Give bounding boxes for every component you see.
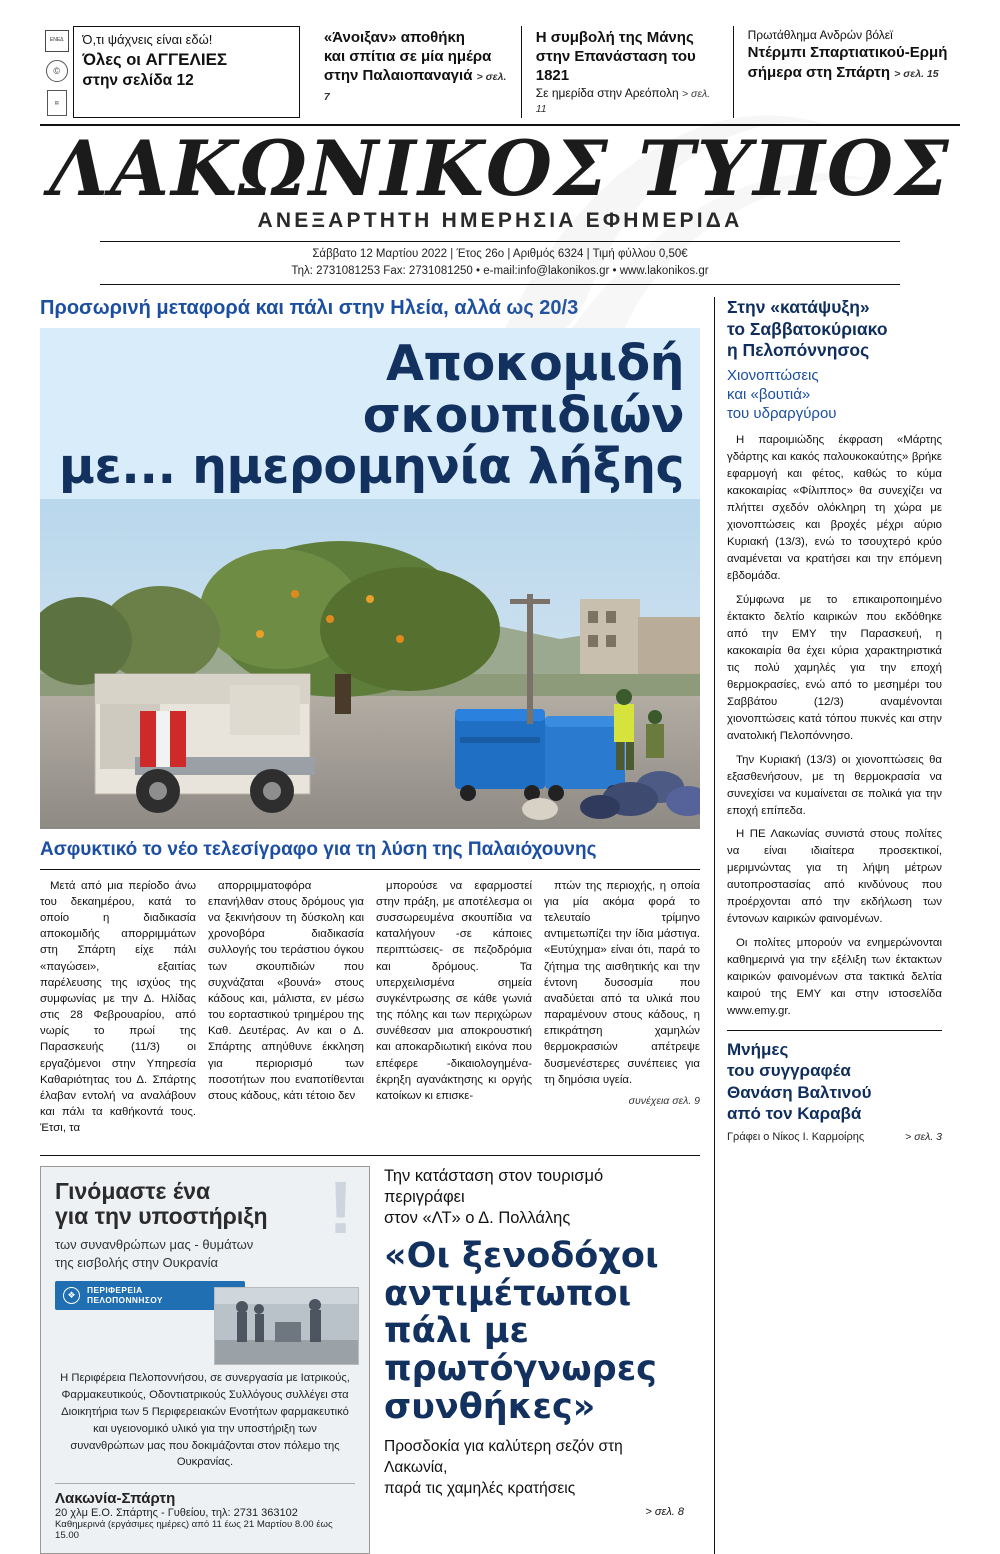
teaser-3-line-1: Η συμβολή της Μάνης [535, 29, 694, 46]
ad-subtitle-line-1: των συνανθρώπων μας - θυμάτων [55, 1237, 254, 1253]
body-paragraph: απορριμματοφόρα επανήλθαν στους δρόμους για να ξεκινήσουν τη δύσκολη και χρονοβόρα διαδικασία συλλογής του τεράστιου όγκου των σκουπιδιών που συχνάζαται «βουνά» στους κάδους και, μάλιστα, εν μέσω του εορταστικού τριημέρου της Καθ. Δευτέρας. Αν και ο Δ. Σπάρτης απηύθυνε έκκληση για περιορισμό των ποσοτήτων που εναποτίθενται στους κάδους, κάτι τέτοιο δεν [208, 879, 364, 1102]
weather-title-line-2: το Σαββατοκύριακο [727, 318, 888, 339]
weather-paragraph: Οι πολίτες μπορούν να ενημερώνονται καθημερινά για την εξέλιξη των έκτακτων καιρικών φαινομένων στα τακτικά δελτία καιρού της ΕΜΥ και στην ιστοσελίδα www.emy.gr. [727, 936, 942, 1018]
main-headline-line-1: Αποκομιδή σκουπιδιών [362, 335, 684, 444]
teaser-3-line-3: Σε ημερίδα στην Αρεόπολη > σελ. 11 [535, 85, 711, 115]
body-col-1 [40, 878, 196, 1143]
footer-story-title-line-4: από τον Καραβά [727, 1103, 862, 1123]
ad-body-text: Η Περιφέρεια Πελοποννήσου, σε συνεργασία με Ιατρικούς, Φαρμακευτικούς, Οδοντιατρικούς Συλλόγους συλλέγει στα Διοικητήρια των 5 Περιφερειακών Ενοτήτων φαρμακευτικό και υγειονομικό υλικό για την υποστήριξη των συνανθρώπων μας που δοκιμάζονται στον πόλεμο της Ουκρανίας. [60, 1372, 350, 1469]
teaser-1-line-2: Όλες οι ΑΓΓΕΛΙΕΣ [82, 49, 228, 69]
main-photo [40, 499, 700, 829]
ad-footer-title: Λακωνία-Σπάρτη [55, 1490, 176, 1508]
body-paragraph: πτών της περιοχής, η οποία για μία ακόμα φορά το τελευταίο τρίμηνο αντιμετωπίζει την ίδια μάστιγα. «Ευτύχημα» είναι ότι, παρά το ζήτημα της αισθητικής και την έντονη δυσοσμία που αναδύεται από τα υλικά που παραμένουν στους κάδους, η επικράτηση χαμηλών θερμοκρασιών απέτρεψε δυσμενέστερες συνέπειες για τη δημόσια υγεία. [544, 879, 700, 1086]
footer-story-title-line-3: Θανάση Βαλτινού [727, 1082, 872, 1102]
weather-paragraph: Την Κυριακή (13/3) οι χιονοπτώσεις θα εξασθενήσουν, με τη θερμοκρασία να συνεχίσει να κυμαίνεται σε πολικά για την εποχή επίπεδα. [727, 753, 942, 817]
secondary-headline: «Οι ξενοδόχοι αντιμέτωποι πάλι με πρωτόγνωρες συνθήκες» [384, 1235, 659, 1428]
exclamation-icon: ! [328, 1165, 353, 1249]
garbage-truck [95, 674, 315, 813]
newspaper-title: ΛΑΚΩΝΙΚΟΣ ΤΥΠΟΣ [49, 124, 951, 214]
teaser-2-line-1: «Άνοιξαν» αποθήκη [323, 29, 465, 46]
weather-body [727, 432, 942, 1021]
lower-section [40, 1155, 700, 1554]
left-column [40, 297, 700, 1554]
footer-story-title-line-2: του συγγραφέα [727, 1061, 851, 1081]
continue-note: συνέχεια σελ. 9 [628, 1095, 700, 1107]
issue-contact-line: Τηλ: 2731081253 Fax: 2731081250 • e-mail:info@lakonikos.gr • www.lakonikos.gr [291, 264, 709, 277]
main-subhead: Ασφυκτικό το νέο τελεσίγραφο για τη λύση της Παλαιόχουνης [40, 838, 597, 860]
main-headline [56, 335, 684, 496]
region-logo-text: ΠΕΡΙΦΕΡΕΙΑ ΠΕΛΟΠΟΝΝΗΣΟΥ [87, 1285, 163, 1305]
badge-barcode-icon: ▤ [47, 90, 67, 116]
main-headline-block [40, 328, 700, 498]
main-photo-illustration [40, 499, 700, 829]
ad-footer [55, 1483, 355, 1541]
issue-info [40, 246, 960, 279]
teaser-classifieds[interactable] [73, 26, 299, 118]
ad-title-line-1: Γινόμαστε ένα [55, 1177, 211, 1204]
subhead-divider [40, 869, 700, 870]
ad-title-line-2: για την υποστήριξη [55, 1203, 268, 1230]
teaser-3-line-2: στην Επανάσταση του 1821 [535, 48, 696, 85]
ad-photo [214, 1287, 359, 1365]
badge-euro-icon: ΕΝΕΔ [45, 30, 69, 52]
teaser-4-line-3: σήμερα στη Σπάρτη > σελ. 15 [747, 63, 939, 81]
weather-paragraph: Η ΠΕ Λακωνίας συνιστά στους πολίτες να είναι ιδιαίτερα προσεκτικοί, μεριμνώντας για τη λήψη μέτρων αυτοπροστασίας από κινδύνους που προέρχονται από την εκδήλωση των έντονων καιρικών φαινομένων. [727, 827, 942, 926]
ad-footer-address: 20 χλμ Ε.Ο. Σπάρτης - Γυθείου, τηλ: 2731 363102 [55, 1507, 298, 1520]
weather-title-line-3: η Πελοπόννησος [727, 339, 870, 360]
press-badges [40, 26, 73, 118]
secondary-page-ref: > σελ. 8 [645, 1505, 684, 1518]
secondary-sub-line-1: Προσδοκία για καλύτερη σεζόν στη Λακωνία, [384, 1437, 623, 1476]
weather-sub-line-1: Χιονοπτώσεις [727, 367, 819, 385]
teaser-2-line-3: στην Παλαιοπαναγιά > σελ. 7 [323, 67, 507, 103]
recycling-bins [455, 709, 625, 801]
masthead [40, 124, 960, 285]
issue-date-line: Σάββατο 12 Μαρτίου 2022 | Έτος 26ο | Αριθμός 6324 | Τιμή φύλλου 0,50€ [312, 247, 688, 260]
page-content [40, 297, 960, 1554]
main-headline-line-2: με... ημερομηνία λήξης [58, 438, 684, 496]
teaser-mani[interactable] [522, 26, 734, 118]
weather-paragraph: Η παροιμιώδης έκφραση «Μάρτης γδάρτης και κακός παλουκοκαύτης» βρήκε εφαρμογή και φέτος, καθώς το κύμα κακοκαιρίας «Φίλιππος» θα συνεχίζει να πλήττει σχεδόν ολόκληρη τη χώρα με χιονοπτώσεις και βροχές μέχρι αύριο Κυριακή (13/3), ενώ το τσουχτερό κρύο αναμένεται να κρατήσει και την επόμενη εβδομάδα. [727, 433, 942, 583]
region-emblem-icon: ❖ [63, 1287, 80, 1304]
main-story-body [40, 878, 700, 1143]
teaser-volley[interactable] [734, 26, 960, 118]
secondary-story[interactable] [384, 1166, 684, 1554]
masthead-divider-top [100, 241, 900, 242]
footer-story-title-line-1: Μνήμες [727, 1040, 789, 1060]
secondary-sub-line-2: παρά τις χαμηλές κρατήσεις [384, 1479, 576, 1497]
body-col-4 [544, 878, 700, 1143]
teaser-1-line-1: Ό,τι ψάχνεις είναι εδώ! [82, 32, 213, 47]
weather-sub-line-2: και «βουτιά» [727, 386, 811, 404]
footer-story-page-ref: > σελ. 3 [905, 1131, 942, 1144]
secondary-kicker-line-2: στον «ΛΤ» ο Δ. Πολλάλης [384, 1209, 571, 1228]
teaser-warehouse[interactable] [310, 26, 522, 118]
right-column-footer-story[interactable] [727, 1030, 942, 1143]
body-col-2 [208, 878, 364, 1143]
advertisement-region-peloponnese[interactable] [40, 1166, 370, 1554]
badge-c-icon: © [46, 60, 68, 82]
teaser-1-line-3: στην σελίδα 12 [82, 71, 194, 89]
body-paragraph: μπορούσε να εφαρμοστεί στην πράξη, με αποτέλεσμα οι συσσωρευμένα σκουπίδια να καταλήγουν -σε κάποιες περιπτώσεις- σε πεζοδρόμια και δρόμους. Τα υπερχειλισμένα σημεία συγκέντρωσης σε κάθε γωνιά της πόλης και των περιχώρων συνέθεσαν μια αποκρουστική και αποκαρδιωτική εικόνα που επέφερε -δικαιολογημένα- έκρηξη αγανάκτησης κι οργής κατοίκων κι επισκε- [376, 879, 532, 1102]
newspaper-subtitle: ΑΝΕΞΑΡΤΗΤΗ ΗΜΕΡΗΣΙΑ ΕΦΗΜΕΡΙΔΑ [257, 208, 743, 232]
masthead-divider-bottom [100, 284, 900, 285]
teaser-4-line-2: Ντέρμπι Σπαρτιατικού-Ερμή [747, 44, 948, 62]
weather-title-line-1: Στην «κατάψυξη» [727, 297, 870, 318]
footer-story-byline: > σελ. 3 Γράφει ο Νίκος Ι. Καρμοίρης [727, 1131, 942, 1144]
teaser-4-line-1: Πρωτάθλημα Ανδρών βόλεϊ [747, 28, 893, 42]
body-col-3 [376, 878, 532, 1143]
weather-paragraph: Σύμφωνα με το επικαιροποιημένο έκτακτο δελτίο καιρικών που εκδόθηκε από την ΕΜΥ την Παρασκευή, η κακοκαιρία θα έχει κύρια χαρακτηριστικά τις πολύ χαμηλές για την εποχή θερμοκρασίες, ενώ από το μεσημέρι του Σαββάτου (12/3) αναμένονται χιονοπτώσεις κατά τόπου πυκνές και στην ανατολική Πελοπόννησο. [727, 593, 942, 743]
teaser-2-line-2: και σπίτια σε μία ημέρα [323, 48, 492, 66]
right-column [714, 297, 942, 1554]
weather-sub-line-3: του υδραργύρου [727, 404, 837, 422]
main-story-kicker: Προσωρινή μεταφορά και πάλι στην Ηλεία, αλλά ως 20/3 [40, 297, 579, 320]
top-teaser-strip [40, 26, 960, 126]
secondary-kicker-line-1: Την κατάσταση στον τουρισμό περιγράφει [384, 1166, 604, 1206]
body-paragraph: Μετά από μια περίοδο άνω του δεκαημέρου, κατά το οποίο η διαδικασία αποκομιδής απορριμμάτων στη Σπάρτη είχε πάλι «παγώσει», εξαιτίας παρέλευσης της ισχύος της συμφωνίας με την Δ. Ηλίδας στις 28 Φεβρουαρίου, από νωρίς το πρωί της Παρασκευής (11/3) οι εργαζόμενοι στην Υπηρεσία Καθαριότητας του Δ. Σπάρτης έλαβαν εντολή να αναλάβουν και πάλι τα καθήκοντά τους. Έτσι, τα [40, 879, 196, 1135]
ad-subtitle-line-2: της εισβολής στην Ουκρανία [55, 1254, 219, 1270]
ad-footer-hours: Καθημερινά (εργάσιμες ημέρες) από 11 έως 21 Μαρτίου 8.00 έως 15.00 [55, 1519, 333, 1542]
